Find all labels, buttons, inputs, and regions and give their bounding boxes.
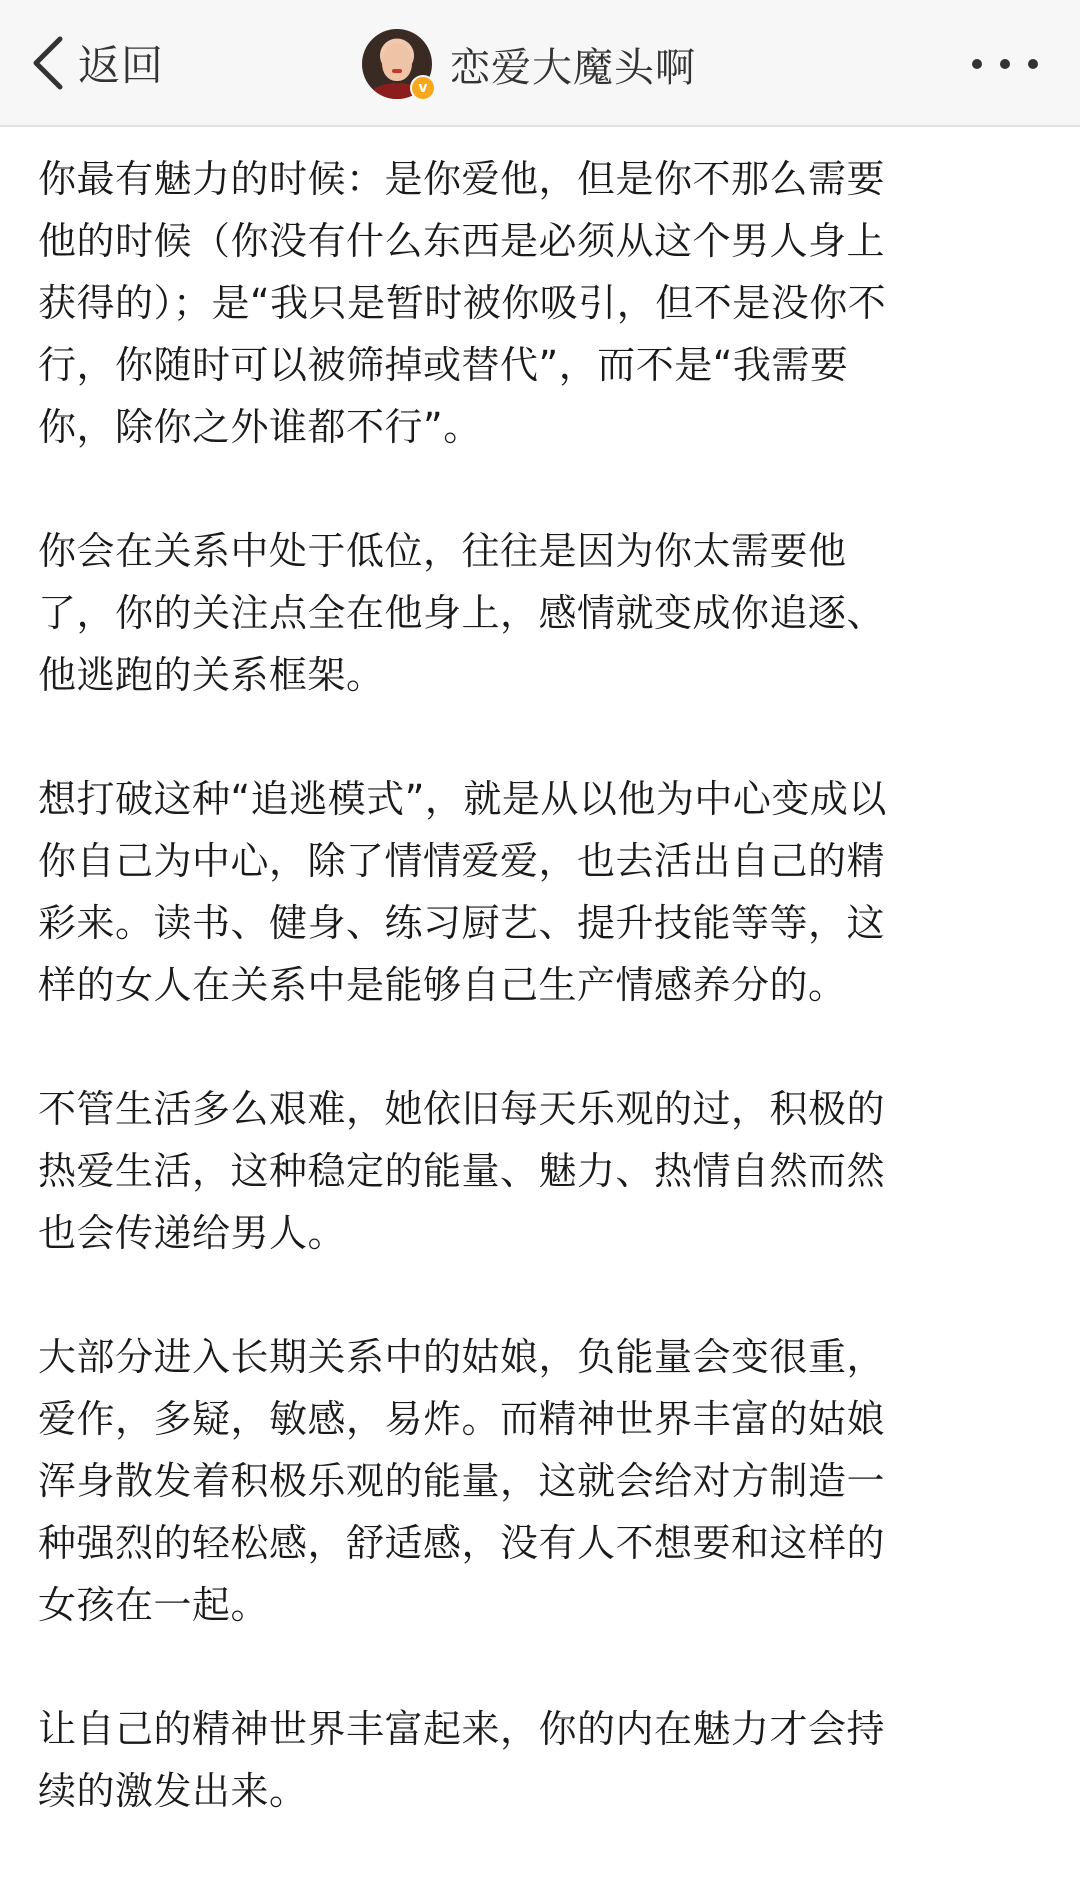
paragraph-line: 也会传递给男人。 bbox=[38, 1211, 347, 1255]
paragraph-line: 大部分进入长期关系中的姑娘，负能量会变很重， bbox=[38, 1335, 886, 1379]
more-dots-icon[interactable] bbox=[972, 44, 1038, 84]
avatar[interactable] bbox=[362, 29, 432, 99]
back-label: 返回 bbox=[78, 41, 165, 90]
paragraph-line: 彩来。读书、健身、练习厨艺、提升技能等等，这 bbox=[38, 901, 886, 945]
paragraph-line: 种强烈的轻松感，舒适感，没有人不想要和这样的 bbox=[38, 1521, 886, 1565]
post-paragraph bbox=[38, 1698, 1058, 1822]
paragraph-line: 你最有魅力的时候：是你爱他，但是你不那么需要 bbox=[38, 157, 886, 201]
chevron-left-icon bbox=[28, 33, 72, 93]
paragraph-line: 了，你的关注点全在他身上，感情就变成你追逐、 bbox=[38, 591, 886, 635]
top-navbar bbox=[0, 0, 1080, 127]
paragraph-line: 行，你随时可以被筛掉或替代”，而不是“我需要 bbox=[38, 343, 849, 387]
paragraph-line: 获得的）；是“我只是暂时被你吸引，但不是没你不 bbox=[38, 281, 887, 325]
paragraph-line: 女孩在一起。 bbox=[38, 1583, 270, 1627]
back-button[interactable] bbox=[28, 30, 164, 96]
paragraph-line: 你会在关系中处于低位，往往是因为你太需要他 bbox=[38, 529, 847, 573]
verified-badge-icon: v bbox=[410, 75, 436, 101]
post-paragraph bbox=[38, 768, 1058, 1016]
paragraph-line: 爱作，多疑，敏感，易炸。而精神世界丰富的姑娘 bbox=[38, 1397, 886, 1441]
author-name[interactable]: 恋爱大魔头啊 bbox=[450, 44, 696, 91]
post-paragraph bbox=[38, 1326, 1058, 1636]
paragraph-line: 不管生活多么艰难，她依旧每天乐观的过，积极的 bbox=[38, 1087, 886, 1131]
paragraph-line: 让自己的精神世界丰富起来，你的内在魅力才会持 bbox=[38, 1707, 886, 1751]
author-header[interactable] bbox=[362, 28, 696, 100]
paragraph-line: 浑身散发着积极乐观的能量，这就会给对方制造一 bbox=[38, 1459, 886, 1503]
paragraph-line: 想打破这种“追逃模式”，就是从以他为中心变成以 bbox=[38, 777, 887, 821]
paragraph-line: 续的激发出来。 bbox=[38, 1769, 308, 1813]
paragraph-line: 他逃跑的关系框架。 bbox=[38, 653, 385, 697]
paragraph-line: 他的时候（你没有什么东西是必须从这个男人身上 bbox=[38, 219, 886, 263]
post-paragraph bbox=[38, 148, 1058, 458]
post-paragraph bbox=[38, 520, 1058, 706]
post-body bbox=[38, 148, 1058, 1884]
paragraph-line: 热爱生活，这种稳定的能量、魅力、热情自然而然 bbox=[38, 1149, 886, 1193]
post-paragraph bbox=[38, 1078, 1058, 1264]
paragraph-line: 你自己为中心，除了情情爱爱，也去活出自己的精 bbox=[38, 839, 886, 883]
paragraph-line: 你，除你之外谁都不行”。 bbox=[38, 405, 482, 449]
paragraph-line: 样的女人在关系中是能够自己生产情感养分的。 bbox=[38, 963, 847, 1007]
